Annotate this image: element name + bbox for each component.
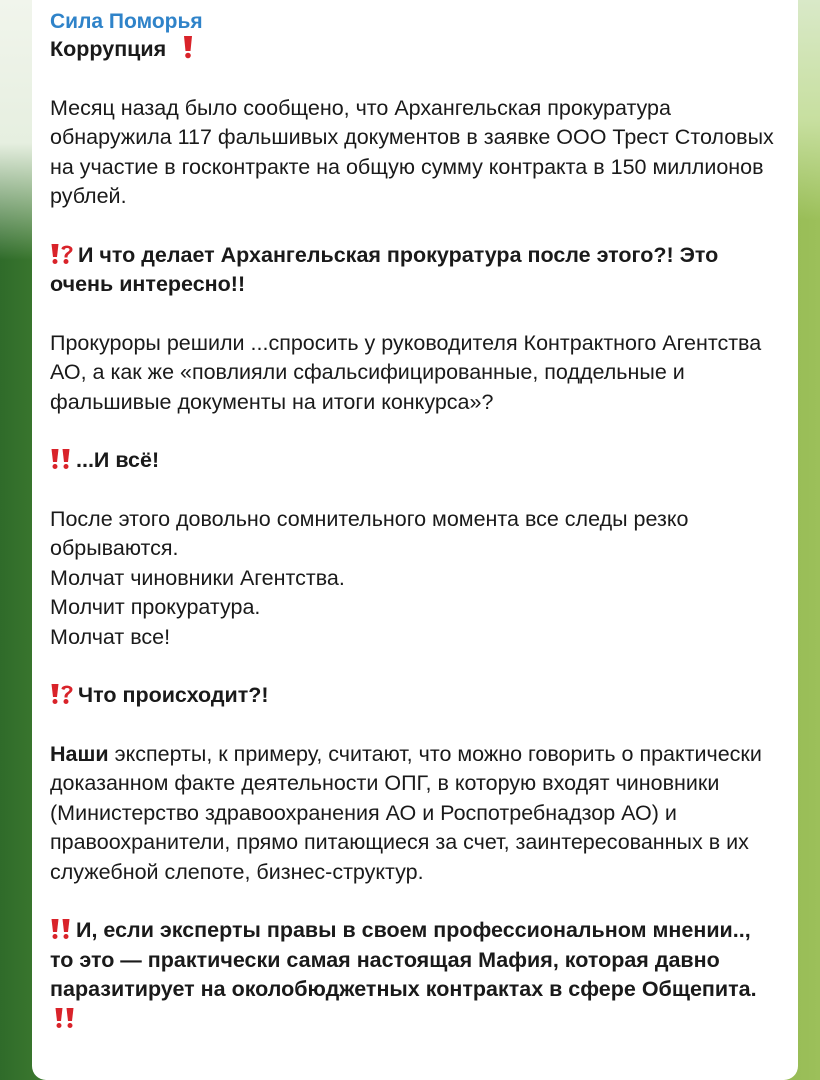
paragraph-5-line-3: Молчит прокуратура.	[50, 595, 261, 619]
message-bubble	[32, 0, 798, 1080]
post-title: Коррупция	[50, 37, 167, 61]
red-double-exclamation-icon	[50, 918, 72, 940]
paragraph-5-line-1: После этого довольно сомнительного момента все следы резко обрываются.	[50, 506, 689, 560]
paragraph-7	[50, 740, 780, 888]
paragraph-gap	[50, 212, 780, 241]
paragraph-gap	[50, 711, 780, 740]
paragraph-3: Прокуроры решили ...спросить у руководителя Контрактного Агентства АО, а как же «повлияли сфальсифицированные, поддельные и фальшивые документы на итоги конкурса»?	[50, 330, 762, 414]
paragraph-2	[50, 241, 780, 300]
paragraph-6	[50, 681, 780, 711]
paragraph-4	[50, 446, 780, 476]
paragraph-5-line-2: Молчат чиновники Агентства.	[50, 565, 345, 590]
paragraph-4-text: ...И всё!	[76, 448, 160, 472]
paragraph-5-line-4: Молчат все!	[50, 624, 171, 649]
paragraph-6-text: Что происходит?!	[78, 683, 269, 707]
paragraph-7-text: эксперты, к примеру, считают, что можно говорить о практически доказанном факте деятельности ОПГ, в которую входят чиновники (Министерство здравоохранения АО и Роспотребнадзор АО) и правоохранители, прямо питающиеся за счет, заинтересованных в их служебной слепоте, бизнес-структур.	[50, 741, 762, 884]
paragraph-gap	[50, 887, 780, 916]
paragraph-gap	[50, 417, 780, 446]
paragraph-gap	[50, 65, 780, 94]
paragraph-8	[50, 916, 780, 1034]
paragraph-8-text: И, если эксперты правы в своем профессиональном мнении.., то это — практически самая настоящая Мафия, которая давно паразитирует на околобюджетных контрактах в сфере Общепита.	[50, 918, 757, 1001]
paragraph-1: Месяц назад было сообщено, что Архангельская прокуратура обнаружила 117 фальшивых документов в заявке ООО Трест Столовых на участие в госконтракте на общую сумму контракта в 150 миллионов рублей.	[50, 95, 774, 208]
channel-name[interactable]: Сила Поморья	[50, 10, 203, 33]
message-text	[50, 35, 780, 1034]
paragraph-2-text: И что делает Архангельская прокуратура после этого?! Это очень интересно!!	[50, 242, 719, 296]
red-exclamation-question-icon	[50, 683, 74, 705]
red-double-exclamation-icon	[50, 448, 72, 470]
red-double-exclamation-icon	[54, 1007, 76, 1029]
paragraph-gap	[50, 476, 780, 505]
red-exclamation-icon	[182, 35, 194, 59]
red-exclamation-question-icon	[50, 243, 74, 265]
paragraph-7-bold: Наши	[50, 741, 109, 766]
paragraph-gap	[50, 300, 780, 329]
post-title-line	[50, 35, 780, 65]
paragraph-gap	[50, 652, 780, 681]
